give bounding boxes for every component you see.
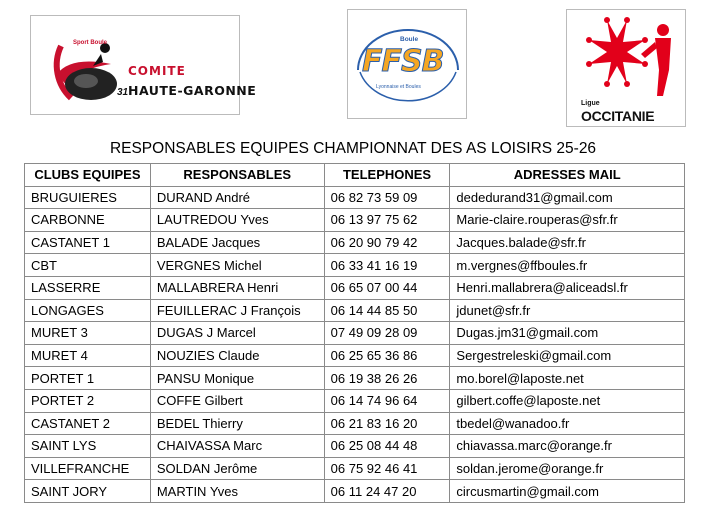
email-cell: Henri.mallabrera@aliceadsl.fr: [450, 276, 685, 299]
table-row: [25, 254, 685, 277]
page-title: RESPONSABLES EQUIPES CHAMPIONNAT DES AS LOISIRS 25-26: [109, 140, 597, 157]
club-cell: MURET 4: [25, 344, 151, 367]
table-row: [25, 344, 685, 367]
header-clubs: CLUBS EQUIPES: [25, 164, 151, 187]
ffsb-top: Boule: [400, 36, 419, 43]
email-cell: Jacques.balade@sfr.fr: [450, 231, 685, 254]
comite-haute-garonne-logo: [30, 15, 257, 115]
club-cell: CARBONNE: [25, 209, 151, 232]
email-cell: Dugas.jm31@gmail.com: [450, 322, 685, 345]
responsable-cell: CHAIVASSA Marc: [150, 435, 324, 458]
club-cell: LONGAGES: [25, 299, 151, 322]
table-row: [25, 209, 685, 232]
club-cell: VILLEFRANCHE: [25, 457, 151, 480]
club-cell: CASTANET 1: [25, 231, 151, 254]
table-row: [25, 480, 685, 503]
comite-arc-text: Sport Boule: [73, 40, 107, 46]
table-row: [25, 389, 685, 412]
phone-cell: 06 25 08 44 48: [324, 435, 450, 458]
email-cell: jdunet@sfr.fr: [450, 299, 685, 322]
ffsb-logo: [347, 9, 467, 119]
email-cell: mo.borel@laposte.net: [450, 367, 685, 390]
email-cell: gilbert.coffe@laposte.net: [450, 389, 685, 412]
responsable-cell: FEUILLERAC J François: [150, 299, 324, 322]
table-row: [25, 367, 685, 390]
club-cell: PORTET 1: [25, 367, 151, 390]
phone-cell: 06 75 92 46 41: [324, 457, 450, 480]
occitanie-name: OCCITANIE: [581, 108, 655, 124]
email-cell: chiavassa.marc@orange.fr: [450, 435, 685, 458]
teams-table: [24, 163, 685, 503]
club-cell: SAINT JORY: [25, 480, 151, 503]
comite-line2: HAUTE-GARONNE: [128, 83, 257, 98]
table-row: [25, 186, 685, 209]
club-cell: PORTET 2: [25, 389, 151, 412]
responsable-cell: SOLDAN Jerôme: [150, 457, 324, 480]
responsable-cell: COFFE Gilbert: [150, 389, 324, 412]
phone-cell: 06 33 41 16 19: [324, 254, 450, 277]
header-responsables: RESPONSABLES: [150, 164, 324, 187]
phone-cell: 06 13 97 75 62: [324, 209, 450, 232]
table-row: [25, 435, 685, 458]
club-cell: MURET 3: [25, 322, 151, 345]
phone-cell: 06 19 38 26 26: [324, 367, 450, 390]
club-cell: BRUGUIERES: [25, 186, 151, 209]
phone-cell: 06 21 83 16 20: [324, 412, 450, 435]
table-row: [25, 322, 685, 345]
club-cell: SAINT LYS: [25, 435, 151, 458]
table-header-row: [25, 164, 685, 187]
comite-number: 31: [117, 87, 129, 98]
table-row: [25, 299, 685, 322]
responsable-cell: NOUZIES Claude: [150, 344, 324, 367]
phone-cell: 06 25 65 36 86: [324, 344, 450, 367]
email-cell: Sergestreleski@gmail.com: [450, 344, 685, 367]
header-telephones: TELEPHONES: [324, 164, 450, 187]
responsable-cell: LAUTREDOU Yves: [150, 209, 324, 232]
comite-line1: COMITE: [128, 64, 186, 78]
responsable-cell: VERGNES Michel: [150, 254, 324, 277]
header-mail: ADRESSES MAIL: [450, 164, 685, 187]
email-cell: Marie-claire.rouperas@sfr.fr: [450, 209, 685, 232]
table-row: [25, 457, 685, 480]
responsable-cell: BALADE Jacques: [150, 231, 324, 254]
phone-cell: 07 49 09 28 09: [324, 322, 450, 345]
responsable-cell: BEDEL Thierry: [150, 412, 324, 435]
occitanie-ligue: Ligue: [581, 100, 600, 107]
phone-cell: 06 14 44 85 50: [324, 299, 450, 322]
email-cell: tbedel@wanadoo.fr: [450, 412, 685, 435]
phone-cell: 06 65 07 00 44: [324, 276, 450, 299]
table-row: [25, 231, 685, 254]
responsable-cell: MARTIN Yves: [150, 480, 324, 503]
responsable-cell: PANSU Monique: [150, 367, 324, 390]
ligue-occitanie-logo: [566, 9, 686, 127]
phone-cell: 06 20 90 79 42: [324, 231, 450, 254]
responsable-cell: MALLABRERA Henri: [150, 276, 324, 299]
club-cell: LASSERRE: [25, 276, 151, 299]
ffsb-sub: Lyonnaise et Boules: [376, 84, 421, 90]
table-row: [25, 412, 685, 435]
phone-cell: 06 82 73 59 09: [324, 186, 450, 209]
ffsb-main: FFSB: [362, 44, 444, 79]
email-cell: circusmartin@gmail.com: [450, 480, 685, 503]
table-row: [25, 276, 685, 299]
club-cell: CASTANET 2: [25, 412, 151, 435]
email-cell: dededurand31@gmail.com: [450, 186, 685, 209]
phone-cell: 06 11 24 47 20: [324, 480, 450, 503]
email-cell: m.vergnes@ffboules.fr: [450, 254, 685, 277]
email-cell: soldan.jerome@orange.fr: [450, 457, 685, 480]
responsable-cell: DUGAS J Marcel: [150, 322, 324, 345]
phone-cell: 06 14 74 96 64: [324, 389, 450, 412]
responsable-cell: DURAND André: [150, 186, 324, 209]
club-cell: CBT: [25, 254, 151, 277]
